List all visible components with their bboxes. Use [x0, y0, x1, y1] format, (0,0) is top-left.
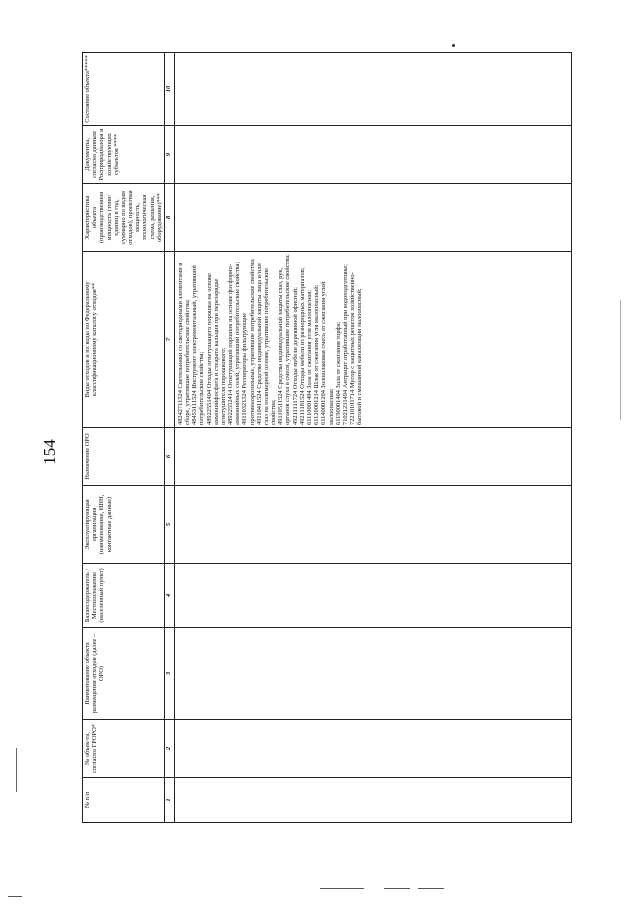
- table-row: [174, 53, 571, 823]
- cell-row-number: [174, 778, 571, 823]
- header-cell: № п/п: [83, 778, 165, 823]
- cell-characteristics: [174, 184, 571, 252]
- column-number: 7: [164, 252, 174, 428]
- cell-operator: [174, 486, 571, 564]
- column-number: 5: [164, 486, 174, 564]
- scan-mark: [16, 748, 17, 792]
- cell-purpose: [174, 428, 571, 486]
- waste-code-entry: 61140001204 Золошлаковая смесь от сжигания углей малоопасная;: [320, 281, 335, 425]
- waste-code-entry: 48453111524 Инструмент электромонтажный, утративший потребительские свойства;: [191, 265, 206, 425]
- waste-code-entry: 49110511524 Средства индивидуальной защиты глаз, рук, органов слуха в смеси, утратившие потребительские свойства;: [277, 254, 292, 425]
- column-number: 6: [164, 428, 174, 486]
- waste-code-entry: 71021231494 Антрацит отработанный при водоподготовке;: [341, 264, 349, 425]
- scan-mark: [8, 896, 22, 897]
- column-number: 9: [164, 126, 174, 184]
- waste-code-entry: 49110321524 Респираторы фильтрующие противоаэрозольные, утратившие потребительские свойства;: [241, 258, 256, 425]
- column-number: 4: [164, 564, 174, 628]
- waste-code-entry: 48922552414 Огнетушащий порошок на основе фосфорно-аммонийных солей, утративший потребительские свойства;: [227, 261, 242, 425]
- rotated-table-wrapper: [82, 53, 572, 823]
- column-number: 8: [164, 184, 174, 252]
- waste-code-entry: 48922551404 Отходы огнетушащего порошка на основе аммонийфосфата и стеарата кальция при перезарядке огнетушителя порошкового;: [205, 273, 227, 425]
- header-cell: Наименование объекта размещения отходов (далее – ОРО): [83, 628, 165, 720]
- cell-facility-name: [174, 628, 571, 720]
- column-number: 3: [164, 628, 174, 720]
- column-number: 2: [164, 720, 174, 778]
- scan-dot: [452, 44, 455, 47]
- header-cell: Документы, согласно данным Росприродназора и хозяйствующих субъектов ****: [83, 126, 165, 184]
- column-number-row: [164, 53, 174, 823]
- waste-facilities-table: [82, 52, 572, 823]
- scan-mark: [418, 888, 444, 889]
- scan-mark: [620, 300, 621, 420]
- cell-status: [174, 53, 571, 126]
- header-cell: Эксплуатирующая организация (наименование, ИНН, контактные данные): [83, 486, 165, 564]
- header-row: [83, 53, 165, 823]
- column-number: 1: [164, 778, 174, 823]
- waste-code-entry: 49110411524 Средства индивидуальной защиты лица и/или глаз на полимерной основе, утратившие потребительские свойства;: [255, 263, 278, 425]
- cell-groro-number: [174, 720, 571, 778]
- cell-documents: [174, 126, 571, 184]
- waste-code-entry: 49211181524 Отходы мебели из разнородных материалов;: [298, 267, 306, 425]
- header-cell: № объек-та, согласно ГРОРО*: [83, 720, 165, 778]
- waste-code-entry: 48242711524 Светильники со светодиодными элементами в сборе, утратившие потребительские свойства;: [176, 262, 192, 425]
- waste-code-entry: 61120001214 Шлак от сжигания угля малоопасный;: [313, 284, 321, 425]
- header-cell: Состояние объекта*****: [83, 53, 165, 126]
- waste-code-entry: 61110001404 Зола от сжигания угля малоопасная;: [305, 290, 313, 425]
- waste-code-entry: 61190001404 Зола от сжигания торфа;: [334, 321, 342, 425]
- header-cell: Характеристика объекта (производственная мощность (тонн/единиц в год, суммарно по видам отходов), проектная мощность, технологическая схема, решения, оборудование)***: [83, 184, 165, 252]
- waste-code-entry: 49211111724 Отходы мебели деревянной офисной;: [291, 287, 299, 425]
- header-cell: Балансодержатель / Местоположение (населенный пункт): [83, 564, 165, 628]
- cell-waste-types: [174, 252, 571, 428]
- cell-location: [174, 564, 571, 628]
- column-number: 10: [164, 53, 174, 126]
- page-number: 154: [40, 439, 59, 465]
- scan-mark: [320, 888, 364, 889]
- header-cell: Назначение ОРО: [83, 428, 165, 486]
- scan-mark: [384, 888, 410, 889]
- header-cell: Виды отходов и их коды по Федеральному классификационному каталогу отходов**: [83, 252, 165, 428]
- waste-code-entry: 72210101714 Мусор с защитных решеток хозяйственно-бытовой и смешанной канализации малоопасный;: [349, 272, 364, 425]
